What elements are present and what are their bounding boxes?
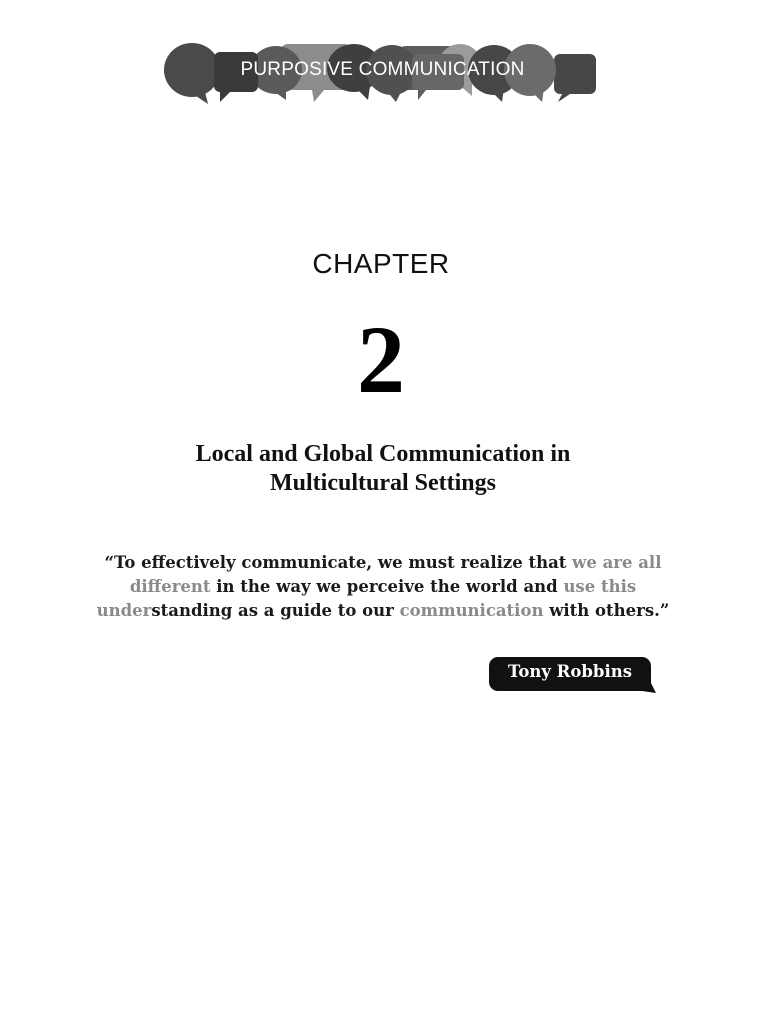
quote-line-2 bbox=[0, 575, 766, 599]
banner-title: PURPOSIVE COMMUNICATION bbox=[240, 59, 525, 80]
chapter-number: 2 bbox=[357, 306, 405, 413]
quote-line-1 bbox=[0, 551, 766, 575]
chapter-title bbox=[0, 440, 766, 498]
quote-segment: under bbox=[96, 601, 152, 620]
quote-author-tag bbox=[488, 655, 656, 695]
header-banner bbox=[160, 40, 605, 108]
quote-segment: we are all bbox=[572, 553, 662, 572]
chapter-title-line-2: Multicultural Settings bbox=[270, 470, 496, 496]
epigraph-quote bbox=[0, 551, 766, 623]
quote-author: Tony Robbins bbox=[507, 662, 633, 681]
chapter-title-line-1: Local and Global Communication in bbox=[195, 441, 571, 467]
quote-segment: different bbox=[129, 577, 211, 596]
quote-line-3 bbox=[0, 599, 766, 623]
chapter-label: CHAPTER bbox=[312, 248, 450, 279]
quote-segment: in the way we perceive the world and bbox=[210, 577, 564, 596]
quote-segment: communication bbox=[399, 601, 544, 620]
quote-segment: “To effectively communicate, we must realize that bbox=[104, 553, 573, 572]
quote-segment: standing as a guide to our bbox=[151, 601, 400, 620]
quote-segment: use this bbox=[563, 577, 637, 596]
quote-segment: with others.” bbox=[543, 601, 670, 620]
